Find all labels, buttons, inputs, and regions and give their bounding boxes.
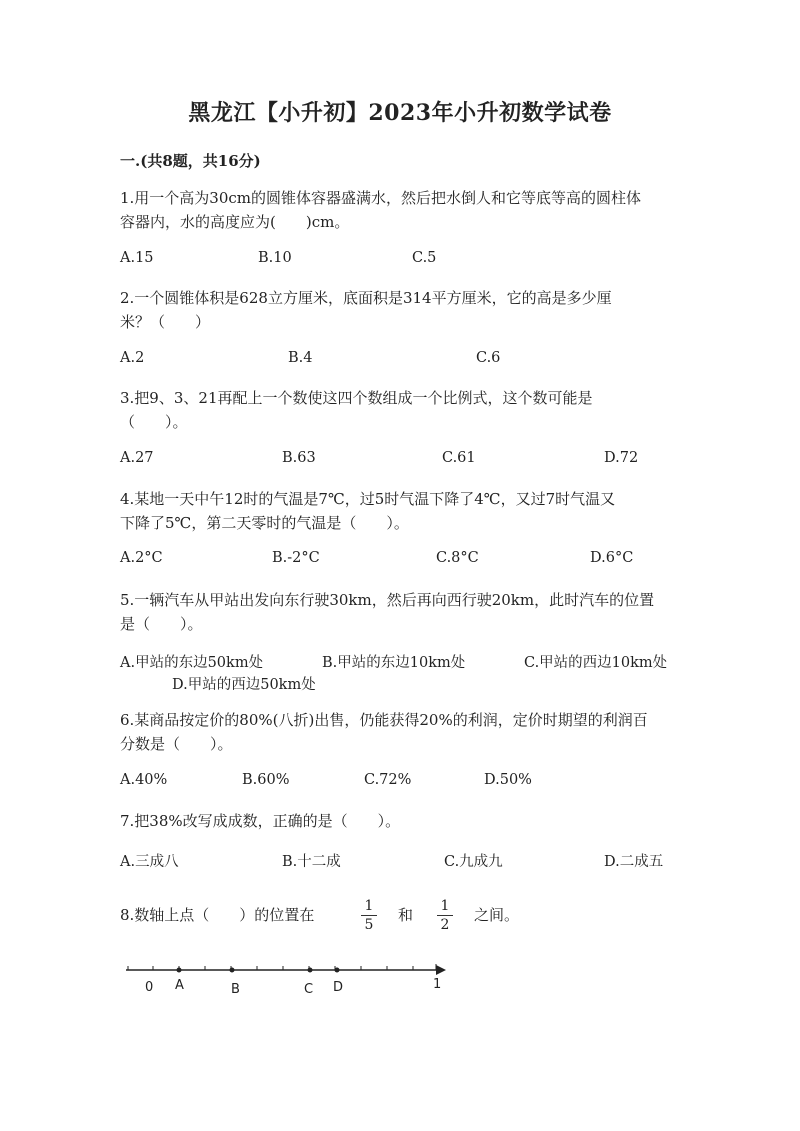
point-d — [335, 968, 340, 973]
option-a[interactable]: A.40% — [120, 772, 168, 788]
option-d[interactable]: D.72 — [604, 450, 639, 466]
option-d[interactable]: D.二成五 — [604, 854, 664, 870]
point-b — [230, 968, 235, 973]
question-line: 容器内，水的高度应为( )cm。 — [120, 213, 350, 231]
option-c[interactable]: C.甲站的西边10km处 — [524, 655, 668, 671]
number-line — [120, 958, 460, 982]
fraction-one-half — [437, 898, 453, 933]
question-7 — [120, 809, 680, 833]
label-d: D — [333, 980, 344, 995]
option-a[interactable]: A.2 — [120, 350, 145, 366]
label-c: C — [304, 982, 314, 997]
option-d[interactable]: D.50% — [484, 772, 532, 788]
option-d[interactable]: D.6°C — [590, 550, 634, 566]
label-0: 0 — [145, 980, 154, 995]
number-line-arrow — [436, 965, 446, 975]
question-line: 下降了5℃，第二天零时的气温是（ ）。 — [120, 514, 409, 532]
option-b[interactable]: B.十二成 — [282, 854, 341, 870]
fraction-bar — [361, 915, 377, 916]
label-1: 1 — [433, 977, 442, 992]
question-line: （ ）。 — [120, 413, 188, 431]
fraction-denominator: 2 — [440, 917, 450, 933]
question-line: 3.把9、3、21再配上一个数使这四个数组成一个比例式，这个数可能是 — [120, 389, 593, 407]
fraction-denominator: 5 — [364, 917, 374, 933]
option-c[interactable]: C.8°C — [436, 550, 479, 566]
question-line: 4.某地一天中午12时的气温是7℃，过5时气温下降了4℃，又过7时气温又 — [120, 490, 616, 508]
question-8-text: 和 — [398, 906, 414, 924]
point-a — [177, 968, 182, 973]
option-b[interactable]: B.甲站的东边10km处 — [322, 655, 466, 671]
question-4 — [120, 487, 680, 535]
exam-title: 黑龙江【小升初】2023年小升初数学试卷 — [188, 100, 612, 126]
label-a: A — [175, 978, 184, 993]
option-d[interactable]: D.甲站的西边50km处 — [172, 677, 316, 693]
fraction-bar — [437, 915, 453, 916]
question-line: 分数是（ ）。 — [120, 735, 233, 753]
option-c[interactable]: C.61 — [442, 450, 476, 466]
question-line: 5.一辆汽车从甲站出发向东行驶30km，然后再向西行驶20km，此时汽车的位置 — [120, 591, 655, 609]
option-b[interactable]: B.63 — [282, 450, 316, 466]
label-b: B — [231, 982, 240, 997]
fraction-numerator: 1 — [364, 898, 374, 914]
question-line: 7.把38%改写成成数，正确的是（ ）。 — [120, 812, 401, 830]
question-line: 6.某商品按定价的80%(八折)出售，仍能获得20%的利润，定价时期望的利润百 — [120, 711, 648, 729]
option-a[interactable]: A.甲站的东边50km处 — [120, 655, 264, 671]
option-a[interactable]: A.三成八 — [120, 854, 179, 870]
option-c[interactable]: C.九成九 — [444, 854, 503, 870]
option-b[interactable]: B.60% — [242, 772, 290, 788]
option-c[interactable]: C.72% — [364, 772, 412, 788]
fraction-numerator: 1 — [440, 898, 450, 914]
question-1 — [120, 186, 680, 234]
point-c — [308, 968, 313, 973]
option-c[interactable]: C.5 — [412, 250, 437, 266]
question-line: 2.一个圆锥体积是628立方厘米，底面积是314平方厘米，它的高是多少厘 — [120, 289, 612, 307]
question-line: 米？（ ） — [120, 313, 211, 331]
question-8-text: 之间。 — [474, 906, 520, 924]
question-5 — [120, 588, 680, 636]
fraction-one-fifth — [361, 898, 377, 933]
option-a[interactable]: A.2°C — [120, 550, 163, 566]
question-line: 是（ ）。 — [120, 615, 203, 633]
section-heading: 一.(共8题，共16分) — [120, 152, 261, 170]
question-6 — [120, 708, 680, 756]
option-c[interactable]: C.6 — [476, 350, 501, 366]
option-a[interactable]: A.27 — [120, 450, 154, 466]
option-b[interactable]: B.10 — [258, 250, 292, 266]
question-2 — [120, 286, 680, 334]
option-b[interactable]: B.-2°C — [272, 550, 320, 566]
question-8-text: 8.数轴上点（ ）的位置在 — [120, 906, 315, 924]
option-a[interactable]: A.15 — [120, 250, 154, 266]
question-line: 1.用一个高为30cm的圆锥体容器盛满水，然后把水倒人和它等底等高的圆柱体 — [120, 189, 642, 207]
question-3 — [120, 386, 680, 434]
option-b[interactable]: B.4 — [288, 350, 313, 366]
